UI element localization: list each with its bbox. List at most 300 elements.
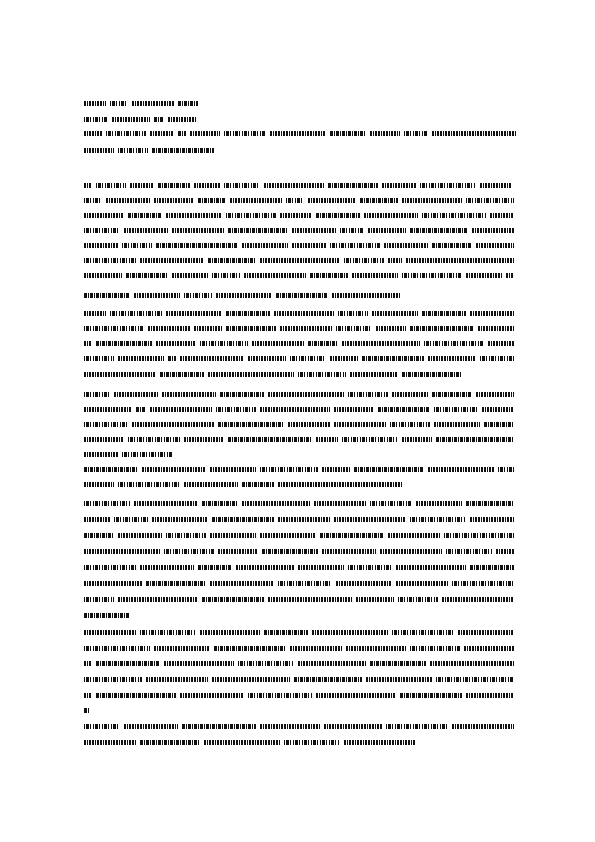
word xyxy=(172,273,208,278)
text-line xyxy=(84,740,416,745)
word xyxy=(342,341,420,346)
word xyxy=(84,581,142,586)
word xyxy=(218,549,258,554)
word xyxy=(388,258,402,263)
word xyxy=(324,724,382,729)
word xyxy=(290,356,326,361)
word xyxy=(122,452,172,457)
word xyxy=(344,258,384,263)
word xyxy=(106,131,146,136)
word xyxy=(470,565,514,570)
word xyxy=(126,273,168,278)
word xyxy=(114,392,158,397)
word xyxy=(118,533,162,538)
word xyxy=(364,213,418,218)
word xyxy=(84,148,114,153)
word xyxy=(480,356,514,361)
word xyxy=(84,724,120,729)
word xyxy=(160,372,204,377)
text-line xyxy=(84,482,402,487)
word xyxy=(178,101,198,106)
word xyxy=(278,581,332,586)
word xyxy=(140,565,194,570)
word xyxy=(84,708,90,713)
word xyxy=(402,198,462,203)
word xyxy=(164,549,214,554)
word xyxy=(380,549,442,554)
text-line xyxy=(84,661,514,666)
word xyxy=(128,437,180,442)
word xyxy=(392,630,454,635)
word xyxy=(278,517,330,522)
word xyxy=(214,646,286,651)
text-line xyxy=(84,517,514,522)
word xyxy=(294,677,362,682)
word xyxy=(260,258,340,263)
word xyxy=(290,646,342,651)
word xyxy=(308,341,338,346)
word xyxy=(352,273,398,278)
word xyxy=(298,565,344,570)
word xyxy=(280,326,332,331)
word xyxy=(180,693,244,698)
word xyxy=(270,131,326,136)
word xyxy=(330,356,358,361)
word xyxy=(466,198,514,203)
word xyxy=(316,213,360,218)
word xyxy=(430,661,514,666)
word xyxy=(260,724,320,729)
word xyxy=(216,293,272,298)
word xyxy=(284,740,340,745)
word xyxy=(350,372,398,377)
word xyxy=(472,228,514,233)
word xyxy=(84,341,92,346)
word xyxy=(442,597,514,602)
word xyxy=(298,661,366,666)
word xyxy=(262,549,318,554)
word xyxy=(84,661,92,666)
word xyxy=(166,213,222,218)
text-line xyxy=(84,341,514,346)
word xyxy=(242,243,288,248)
text-line xyxy=(84,311,514,316)
word xyxy=(396,581,448,586)
word xyxy=(242,501,310,506)
word xyxy=(332,293,400,298)
text-line xyxy=(84,392,514,397)
word xyxy=(422,311,466,316)
word xyxy=(210,581,274,586)
word xyxy=(334,422,386,427)
word xyxy=(264,183,324,188)
word xyxy=(198,565,232,570)
text-line xyxy=(84,213,514,218)
word xyxy=(178,131,186,136)
word xyxy=(378,407,430,412)
word xyxy=(432,243,472,248)
word xyxy=(334,407,374,412)
word xyxy=(432,392,472,397)
word xyxy=(312,630,388,635)
word xyxy=(340,228,364,233)
word xyxy=(320,533,384,538)
word xyxy=(498,467,514,472)
word xyxy=(464,646,514,651)
word xyxy=(124,228,168,233)
text-line xyxy=(84,613,132,618)
word xyxy=(152,148,214,153)
word xyxy=(212,517,274,522)
word xyxy=(184,437,224,442)
word xyxy=(140,740,200,745)
word xyxy=(122,243,152,248)
word xyxy=(84,293,130,298)
word xyxy=(402,437,432,442)
word xyxy=(230,198,282,203)
word xyxy=(416,501,462,506)
word xyxy=(166,311,222,316)
word xyxy=(470,517,514,522)
word xyxy=(226,311,270,316)
text-line xyxy=(84,708,94,713)
word xyxy=(168,117,196,122)
word xyxy=(242,482,274,487)
text-line xyxy=(84,677,514,682)
word xyxy=(190,131,220,136)
text-line xyxy=(84,565,514,570)
word xyxy=(168,356,176,361)
word xyxy=(370,131,400,136)
text-line xyxy=(84,372,464,377)
word xyxy=(84,213,124,218)
word xyxy=(428,467,494,472)
word xyxy=(410,326,474,331)
word xyxy=(356,597,394,602)
word xyxy=(466,501,514,506)
word xyxy=(476,243,514,248)
word xyxy=(446,549,492,554)
word xyxy=(252,341,304,346)
word xyxy=(496,549,514,554)
word xyxy=(84,549,160,554)
word xyxy=(466,273,502,278)
word xyxy=(110,311,162,316)
word xyxy=(118,356,164,361)
word xyxy=(396,565,466,570)
word xyxy=(228,437,312,442)
text-line xyxy=(84,467,514,472)
header-line-2 xyxy=(84,117,228,122)
word xyxy=(452,724,514,729)
word xyxy=(154,646,210,651)
word xyxy=(212,677,290,682)
word xyxy=(84,501,130,506)
word xyxy=(288,422,330,427)
word xyxy=(194,183,220,188)
word xyxy=(260,533,316,538)
word xyxy=(118,148,148,153)
word xyxy=(194,326,222,331)
word xyxy=(338,311,368,316)
header-line-1 xyxy=(84,101,228,106)
text-line xyxy=(84,258,514,263)
word xyxy=(434,407,478,412)
word xyxy=(158,183,190,188)
text-line xyxy=(84,228,514,233)
word xyxy=(132,422,214,427)
word xyxy=(164,661,234,666)
word xyxy=(114,517,148,522)
word xyxy=(274,311,334,316)
word xyxy=(268,392,344,397)
word xyxy=(264,630,308,635)
word xyxy=(140,258,204,263)
word xyxy=(156,243,238,248)
word xyxy=(280,213,312,218)
word xyxy=(236,565,294,570)
word xyxy=(84,183,92,188)
word xyxy=(84,273,122,278)
word xyxy=(478,326,514,331)
word xyxy=(84,630,136,635)
word xyxy=(310,273,348,278)
word xyxy=(184,293,212,298)
word xyxy=(316,437,338,442)
word xyxy=(84,437,124,442)
word xyxy=(154,117,164,122)
word xyxy=(360,198,398,203)
word xyxy=(366,677,432,682)
word xyxy=(404,131,428,136)
text-line xyxy=(84,533,514,538)
word xyxy=(210,467,256,472)
word xyxy=(260,467,318,472)
text-line xyxy=(84,581,514,586)
word xyxy=(96,183,126,188)
word xyxy=(130,183,154,188)
word xyxy=(382,183,416,188)
word xyxy=(444,533,514,538)
text-line xyxy=(84,273,514,278)
word xyxy=(152,517,208,522)
word xyxy=(140,630,196,635)
word xyxy=(84,565,136,570)
header-line-4 xyxy=(84,148,216,153)
word xyxy=(336,326,372,331)
word xyxy=(342,437,398,442)
word xyxy=(132,101,174,106)
word xyxy=(228,228,288,233)
word xyxy=(278,482,402,487)
word xyxy=(172,228,224,233)
word xyxy=(292,228,336,233)
word xyxy=(354,467,424,472)
word xyxy=(384,243,428,248)
word xyxy=(368,228,406,233)
word xyxy=(106,198,150,203)
word xyxy=(84,482,114,487)
word xyxy=(452,581,514,586)
word xyxy=(202,501,238,506)
word xyxy=(248,356,286,361)
word xyxy=(370,501,412,506)
word xyxy=(84,740,136,745)
word xyxy=(182,724,256,729)
text-line xyxy=(84,646,514,651)
text-line xyxy=(84,326,514,331)
word xyxy=(484,422,514,427)
word xyxy=(388,533,440,538)
word xyxy=(226,326,276,331)
word xyxy=(184,482,238,487)
word xyxy=(150,131,174,136)
word xyxy=(480,183,512,188)
word xyxy=(244,273,306,278)
text-line xyxy=(84,630,514,635)
word xyxy=(110,101,128,106)
word xyxy=(134,501,198,506)
word xyxy=(348,565,392,570)
word xyxy=(400,693,462,698)
word xyxy=(398,597,438,602)
word xyxy=(200,341,248,346)
word xyxy=(96,341,152,346)
word xyxy=(84,597,114,602)
word xyxy=(210,533,256,538)
word xyxy=(260,407,330,412)
word xyxy=(308,198,356,203)
word xyxy=(156,341,196,346)
word xyxy=(336,581,392,586)
word xyxy=(346,646,406,651)
text-line xyxy=(84,243,514,248)
word xyxy=(84,101,106,106)
word xyxy=(424,341,484,346)
word xyxy=(84,452,118,457)
word xyxy=(434,422,480,427)
word xyxy=(84,693,92,698)
word xyxy=(458,630,514,635)
text-line xyxy=(84,293,400,298)
word xyxy=(276,293,328,298)
word xyxy=(330,243,380,248)
word xyxy=(150,407,212,412)
word xyxy=(224,131,266,136)
word xyxy=(298,372,346,377)
word xyxy=(84,533,114,538)
word xyxy=(220,392,264,397)
text-line xyxy=(84,407,514,412)
word xyxy=(328,183,378,188)
word xyxy=(348,392,388,397)
word xyxy=(316,693,396,698)
word xyxy=(224,183,260,188)
word xyxy=(466,693,514,698)
word xyxy=(84,677,142,682)
word xyxy=(268,597,352,602)
word xyxy=(84,258,136,263)
text-line xyxy=(84,452,174,457)
word xyxy=(198,198,226,203)
word xyxy=(212,273,240,278)
word xyxy=(84,422,128,427)
word xyxy=(128,213,162,218)
word xyxy=(84,198,102,203)
text-line xyxy=(84,183,512,188)
word xyxy=(148,326,190,331)
word xyxy=(402,273,462,278)
text-line xyxy=(84,198,514,203)
word xyxy=(84,356,114,361)
word xyxy=(506,273,514,278)
word xyxy=(84,311,106,316)
text-line xyxy=(84,549,514,554)
word xyxy=(402,372,462,377)
word xyxy=(202,597,264,602)
text-line xyxy=(84,356,514,361)
word xyxy=(482,407,514,412)
word xyxy=(488,341,514,346)
word xyxy=(334,517,406,522)
word xyxy=(428,356,476,361)
word xyxy=(96,693,176,698)
word xyxy=(84,467,138,472)
word xyxy=(118,482,180,487)
text-line xyxy=(84,693,514,698)
word xyxy=(204,740,280,745)
word xyxy=(84,228,120,233)
word xyxy=(422,213,486,218)
word xyxy=(216,407,256,412)
word xyxy=(84,243,118,248)
word xyxy=(370,661,426,666)
word xyxy=(200,630,260,635)
word xyxy=(162,392,216,397)
word xyxy=(180,356,244,361)
word xyxy=(410,228,468,233)
word xyxy=(292,243,326,248)
word xyxy=(322,467,350,472)
word xyxy=(406,258,514,263)
word xyxy=(84,372,156,377)
word xyxy=(218,422,284,427)
word xyxy=(436,677,514,682)
word xyxy=(490,213,514,218)
word xyxy=(392,392,428,397)
word xyxy=(410,517,466,522)
word xyxy=(390,422,430,427)
header-line-3 xyxy=(84,131,516,136)
word xyxy=(84,646,150,651)
word xyxy=(330,131,366,136)
word xyxy=(208,372,294,377)
word xyxy=(166,533,206,538)
word xyxy=(362,356,424,361)
word xyxy=(208,258,256,263)
word xyxy=(118,597,198,602)
text-line xyxy=(84,724,514,729)
word xyxy=(154,198,194,203)
word xyxy=(248,693,312,698)
word xyxy=(476,392,514,397)
word xyxy=(146,581,206,586)
word xyxy=(84,613,130,618)
word xyxy=(84,407,132,412)
text-line xyxy=(84,597,514,602)
word xyxy=(84,517,110,522)
word xyxy=(112,117,150,122)
